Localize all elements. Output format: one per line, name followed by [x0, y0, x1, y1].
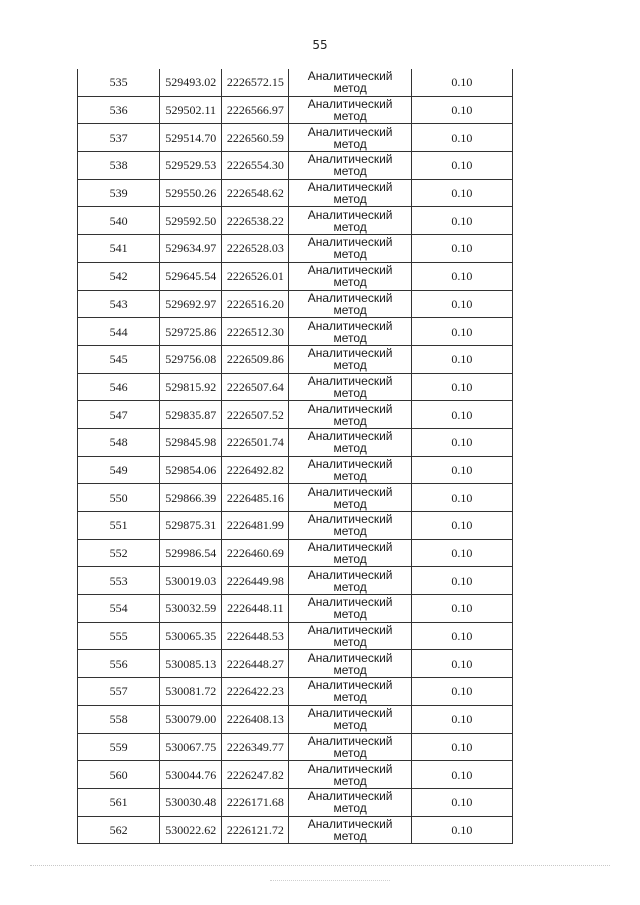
point-number-cell: 549 — [78, 456, 160, 484]
method-text-line-2: метод — [333, 690, 367, 705]
method-text-line-1: Аналитический — [307, 180, 393, 195]
x-coordinate-cell: 529502.11 — [160, 96, 222, 124]
y-coordinate-cell: 2226121.72 — [222, 816, 289, 844]
method-text-line-1: Аналитический — [307, 816, 393, 831]
method-cell — [289, 733, 411, 761]
method-cell — [289, 622, 411, 650]
method-text-line-1: Аналитический — [307, 678, 393, 693]
x-coordinate-cell: 529845.98 — [160, 428, 222, 456]
accuracy-cell: 0.10 — [411, 539, 512, 567]
x-coordinate-cell: 529529.53 — [160, 152, 222, 180]
x-coordinate-cell: 530079.00 — [160, 705, 222, 733]
method-cell — [289, 456, 411, 484]
y-coordinate-cell: 2226538.22 — [222, 207, 289, 235]
method-cell — [289, 69, 411, 96]
y-coordinate-cell: 2226408.13 — [222, 705, 289, 733]
table-row — [78, 539, 513, 567]
point-number-cell: 541 — [78, 235, 160, 263]
method-text-line-2: метод — [333, 468, 367, 483]
method-text-line-2: метод — [333, 745, 367, 760]
y-coordinate-cell: 2226171.68 — [222, 788, 289, 816]
method-cell — [289, 761, 411, 789]
point-number-cell: 542 — [78, 262, 160, 290]
accuracy-cell: 0.10 — [411, 705, 512, 733]
method-cell — [289, 788, 411, 816]
method-text-line-2: метод — [333, 358, 367, 373]
y-coordinate-cell: 2226566.97 — [222, 96, 289, 124]
table-row — [78, 207, 513, 235]
method-text-line-1: Аналитический — [307, 623, 393, 638]
table-row — [78, 733, 513, 761]
method-text-line-2: метод — [333, 302, 367, 317]
x-coordinate-cell: 530065.35 — [160, 622, 222, 650]
method-text-line-2: метод — [333, 552, 367, 567]
point-number-cell: 545 — [78, 345, 160, 373]
method-cell — [289, 539, 411, 567]
table-row — [78, 401, 513, 429]
method-text-line-1: Аналитический — [307, 456, 393, 471]
method-cell — [289, 567, 411, 595]
method-text-line-2: метод — [333, 801, 367, 816]
accuracy-cell: 0.10 — [411, 595, 512, 623]
coordinates-table-body — [78, 69, 513, 844]
method-text-line-2: метод — [333, 385, 367, 400]
point-number-cell: 539 — [78, 179, 160, 207]
method-text-line-2: метод — [333, 635, 367, 650]
table-row — [78, 318, 513, 346]
table-row — [78, 484, 513, 512]
method-text-line-1: Аналитический — [307, 263, 393, 278]
method-text-line-2: метод — [333, 81, 367, 96]
point-number-cell: 538 — [78, 152, 160, 180]
method-cell — [289, 152, 411, 180]
method-text-line-1: Аналитический — [307, 512, 393, 527]
accuracy-cell: 0.10 — [411, 290, 512, 318]
method-cell — [289, 179, 411, 207]
x-coordinate-cell: 529514.70 — [160, 124, 222, 152]
method-cell — [289, 373, 411, 401]
point-number-cell: 555 — [78, 622, 160, 650]
accuracy-cell: 0.10 — [411, 179, 512, 207]
point-number-cell: 535 — [78, 69, 160, 96]
method-text-line-2: метод — [333, 164, 367, 179]
method-cell — [289, 650, 411, 678]
x-coordinate-cell: 530067.75 — [160, 733, 222, 761]
point-number-cell: 550 — [78, 484, 160, 512]
accuracy-cell: 0.10 — [411, 678, 512, 706]
x-coordinate-cell: 529550.26 — [160, 179, 222, 207]
method-cell — [289, 318, 411, 346]
method-cell — [289, 262, 411, 290]
accuracy-cell: 0.10 — [411, 484, 512, 512]
table-row — [78, 373, 513, 401]
y-coordinate-cell: 2226481.99 — [222, 512, 289, 540]
x-coordinate-cell: 530032.59 — [160, 595, 222, 623]
method-cell — [289, 207, 411, 235]
point-number-cell: 561 — [78, 788, 160, 816]
x-coordinate-cell: 529692.97 — [160, 290, 222, 318]
table-row — [78, 179, 513, 207]
accuracy-cell: 0.10 — [411, 318, 512, 346]
x-coordinate-cell: 529645.54 — [160, 262, 222, 290]
accuracy-cell: 0.10 — [411, 733, 512, 761]
method-text-line-2: метод — [333, 136, 367, 151]
table-row — [78, 761, 513, 789]
y-coordinate-cell: 2226448.11 — [222, 595, 289, 623]
point-number-cell: 552 — [78, 539, 160, 567]
method-text-line-1: Аналитический — [307, 733, 393, 748]
x-coordinate-cell: 529815.92 — [160, 373, 222, 401]
method-text-line-2: метод — [333, 275, 367, 290]
table-row — [78, 262, 513, 290]
x-coordinate-cell: 529592.50 — [160, 207, 222, 235]
point-number-cell: 544 — [78, 318, 160, 346]
accuracy-cell: 0.10 — [411, 622, 512, 650]
method-text-line-2: метод — [333, 524, 367, 539]
x-coordinate-cell: 529634.97 — [160, 235, 222, 263]
point-number-cell: 558 — [78, 705, 160, 733]
point-number-cell: 540 — [78, 207, 160, 235]
accuracy-cell: 0.10 — [411, 345, 512, 373]
accuracy-cell: 0.10 — [411, 152, 512, 180]
table-row — [78, 96, 513, 124]
table-row — [78, 512, 513, 540]
point-number-cell: 554 — [78, 595, 160, 623]
method-cell — [289, 705, 411, 733]
method-text-line-2: метод — [333, 441, 367, 456]
point-number-cell: 560 — [78, 761, 160, 789]
method-cell — [289, 290, 411, 318]
method-cell — [289, 96, 411, 124]
point-number-cell: 562 — [78, 816, 160, 844]
method-text-line-1: Аналитический — [307, 401, 393, 416]
y-coordinate-cell: 2226554.30 — [222, 152, 289, 180]
y-coordinate-cell: 2226560.59 — [222, 124, 289, 152]
y-coordinate-cell: 2226507.52 — [222, 401, 289, 429]
method-text-line-2: метод — [333, 718, 367, 733]
x-coordinate-cell: 529875.31 — [160, 512, 222, 540]
method-text-line-1: Аналитический — [307, 290, 393, 305]
y-coordinate-cell: 2226349.77 — [222, 733, 289, 761]
accuracy-cell: 0.10 — [411, 207, 512, 235]
x-coordinate-cell: 529493.02 — [160, 69, 222, 96]
method-cell — [289, 512, 411, 540]
method-cell — [289, 816, 411, 844]
accuracy-cell: 0.10 — [411, 456, 512, 484]
method-text-line-1: Аналитический — [307, 567, 393, 582]
accuracy-cell: 0.10 — [411, 235, 512, 263]
y-coordinate-cell: 2226448.53 — [222, 622, 289, 650]
x-coordinate-cell: 529756.08 — [160, 345, 222, 373]
method-text-line-1: Аналитический — [307, 761, 393, 776]
point-number-cell: 559 — [78, 733, 160, 761]
y-coordinate-cell: 2226548.62 — [222, 179, 289, 207]
method-text-line-1: Аналитический — [307, 595, 393, 610]
table-row — [78, 650, 513, 678]
table-row — [78, 705, 513, 733]
accuracy-cell: 0.10 — [411, 428, 512, 456]
method-cell — [289, 678, 411, 706]
table-row — [78, 816, 513, 844]
point-number-cell: 547 — [78, 401, 160, 429]
point-number-cell: 546 — [78, 373, 160, 401]
x-coordinate-cell: 530044.76 — [160, 761, 222, 789]
x-coordinate-cell: 529835.87 — [160, 401, 222, 429]
x-coordinate-cell: 530030.48 — [160, 788, 222, 816]
method-text-line-1: Аналитический — [307, 540, 393, 555]
table-row — [78, 622, 513, 650]
point-number-cell: 557 — [78, 678, 160, 706]
coordinates-table — [77, 69, 513, 844]
method-text-line-1: Аналитический — [307, 152, 393, 167]
accuracy-cell: 0.10 — [411, 761, 512, 789]
method-cell — [289, 235, 411, 263]
accuracy-cell: 0.10 — [411, 262, 512, 290]
accuracy-cell: 0.10 — [411, 401, 512, 429]
scan-artifact-line — [270, 880, 390, 882]
method-text-line-2: метод — [333, 579, 367, 594]
table-row — [78, 69, 513, 96]
y-coordinate-cell: 2226501.74 — [222, 428, 289, 456]
method-text-line-1: Аналитический — [307, 789, 393, 804]
y-coordinate-cell: 2226572.15 — [222, 69, 289, 96]
table-row — [78, 788, 513, 816]
table-row — [78, 595, 513, 623]
method-cell — [289, 124, 411, 152]
y-coordinate-cell: 2226485.16 — [222, 484, 289, 512]
point-number-cell: 548 — [78, 428, 160, 456]
table-row — [78, 124, 513, 152]
method-cell — [289, 345, 411, 373]
table-row — [78, 456, 513, 484]
y-coordinate-cell: 2226528.03 — [222, 235, 289, 263]
y-coordinate-cell: 2226516.20 — [222, 290, 289, 318]
accuracy-cell: 0.10 — [411, 788, 512, 816]
accuracy-cell: 0.10 — [411, 69, 512, 96]
y-coordinate-cell: 2226460.69 — [222, 539, 289, 567]
y-coordinate-cell: 2226512.30 — [222, 318, 289, 346]
x-coordinate-cell: 529725.86 — [160, 318, 222, 346]
accuracy-cell: 0.10 — [411, 650, 512, 678]
point-number-cell: 556 — [78, 650, 160, 678]
method-text-line-2: метод — [333, 828, 367, 843]
method-cell — [289, 428, 411, 456]
y-coordinate-cell: 2226492.82 — [222, 456, 289, 484]
method-text-line-1: Аналитический — [307, 207, 393, 222]
method-text-line-2: метод — [333, 773, 367, 788]
y-coordinate-cell: 2226449.98 — [222, 567, 289, 595]
y-coordinate-cell: 2226509.86 — [222, 345, 289, 373]
method-text-line-2: метод — [333, 109, 367, 124]
x-coordinate-cell: 529986.54 — [160, 539, 222, 567]
y-coordinate-cell: 2226448.27 — [222, 650, 289, 678]
method-text-line-2: метод — [333, 413, 367, 428]
x-coordinate-cell: 529854.06 — [160, 456, 222, 484]
method-text-line-1: Аналитический — [307, 318, 393, 333]
method-text-line-1: Аналитический — [307, 706, 393, 721]
method-text-line-1: Аналитический — [307, 484, 393, 499]
x-coordinate-cell: 530081.72 — [160, 678, 222, 706]
accuracy-cell: 0.10 — [411, 512, 512, 540]
point-number-cell: 543 — [78, 290, 160, 318]
accuracy-cell: 0.10 — [411, 373, 512, 401]
table-row — [78, 345, 513, 373]
y-coordinate-cell: 2226526.01 — [222, 262, 289, 290]
y-coordinate-cell: 2226247.82 — [222, 761, 289, 789]
method-text-line-2: метод — [333, 496, 367, 511]
page-number: 55 — [312, 38, 328, 52]
point-number-cell: 537 — [78, 124, 160, 152]
table-row — [78, 152, 513, 180]
table-row — [78, 567, 513, 595]
x-coordinate-cell: 529866.39 — [160, 484, 222, 512]
table-row — [78, 235, 513, 263]
method-text-line-2: метод — [333, 607, 367, 622]
y-coordinate-cell: 2226422.23 — [222, 678, 289, 706]
method-text-line-2: метод — [333, 662, 367, 677]
method-text-line-1: Аналитический — [307, 69, 393, 84]
method-text-line-1: Аналитический — [307, 97, 393, 112]
accuracy-cell: 0.10 — [411, 96, 512, 124]
x-coordinate-cell: 530085.13 — [160, 650, 222, 678]
method-text-line-1: Аналитический — [307, 235, 393, 250]
method-cell — [289, 484, 411, 512]
x-coordinate-cell: 530019.03 — [160, 567, 222, 595]
method-text-line-2: метод — [333, 219, 367, 234]
method-text-line-1: Аналитический — [307, 373, 393, 388]
point-number-cell: 551 — [78, 512, 160, 540]
x-coordinate-cell: 530022.62 — [160, 816, 222, 844]
table-row — [78, 290, 513, 318]
y-coordinate-cell: 2226507.64 — [222, 373, 289, 401]
table-row — [78, 678, 513, 706]
accuracy-cell: 0.10 — [411, 124, 512, 152]
method-text-line-2: метод — [333, 247, 367, 262]
method-text-line-2: метод — [333, 330, 367, 345]
accuracy-cell: 0.10 — [411, 567, 512, 595]
point-number-cell: 536 — [78, 96, 160, 124]
method-text-line-2: метод — [333, 192, 367, 207]
method-text-line-1: Аналитический — [307, 346, 393, 361]
table-row — [78, 428, 513, 456]
accuracy-cell: 0.10 — [411, 816, 512, 844]
method-text-line-1: Аналитический — [307, 429, 393, 444]
method-cell — [289, 401, 411, 429]
method-text-line-1: Аналитический — [307, 124, 393, 139]
method-cell — [289, 595, 411, 623]
point-number-cell: 553 — [78, 567, 160, 595]
scan-artifact-line — [30, 865, 610, 868]
method-text-line-1: Аналитический — [307, 650, 393, 665]
